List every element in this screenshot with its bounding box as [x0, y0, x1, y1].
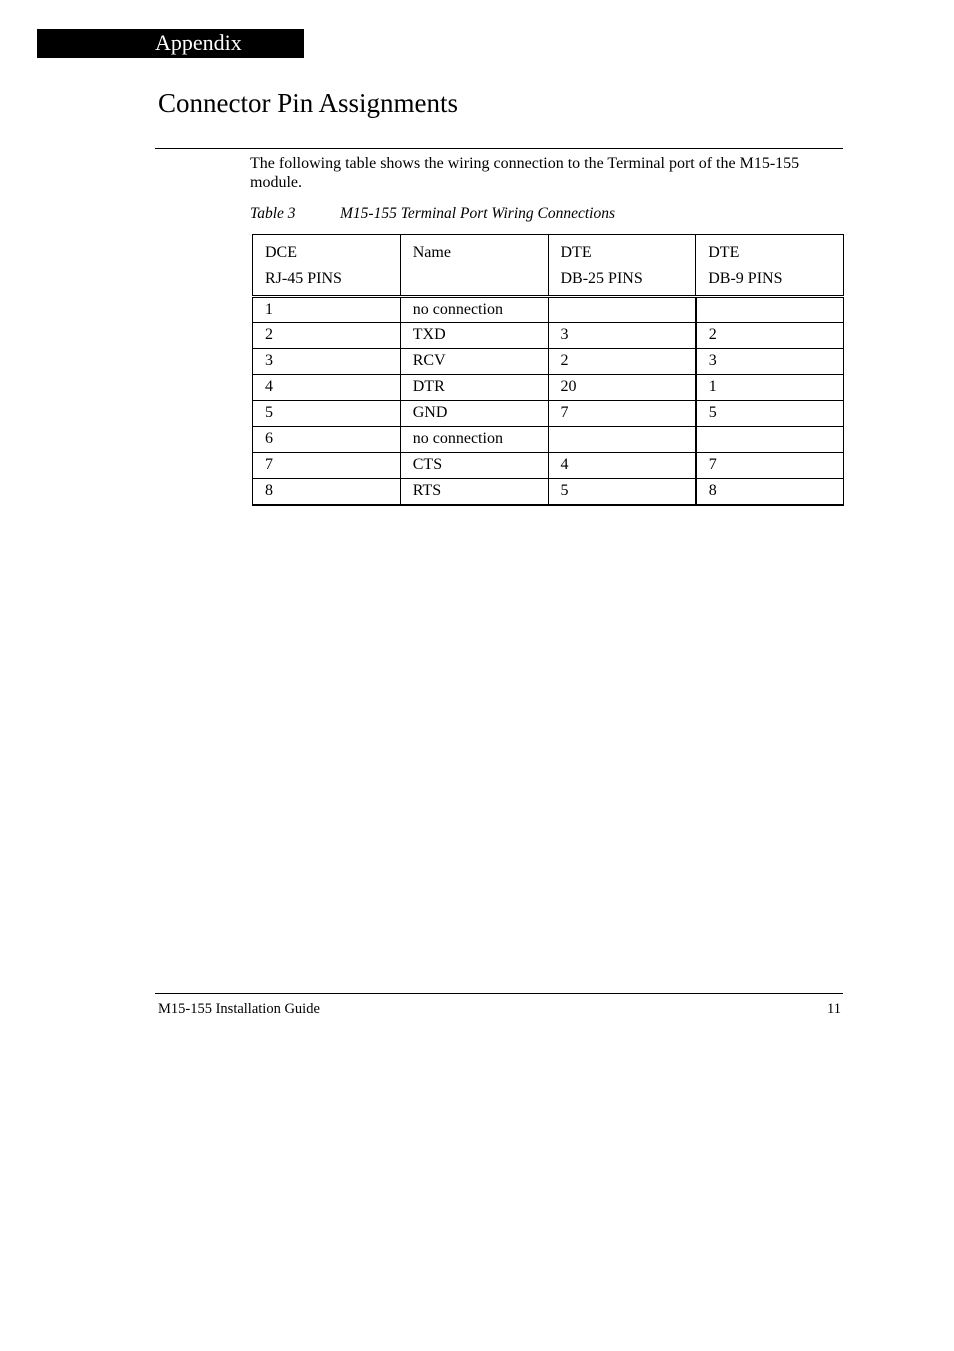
cell-rj45-pin: 2: [253, 323, 401, 349]
section-label: Appendix: [155, 30, 242, 55]
header-cell-line2: DB-25 PINS: [560, 270, 643, 287]
table-caption-number: Table 3: [250, 205, 296, 222]
cell-rj45-pin: 5: [253, 401, 401, 427]
cell-db9-pin: 3: [696, 349, 844, 375]
cell-db25-pin: 20: [548, 375, 696, 401]
cell-signal-name: no connection: [400, 427, 548, 453]
cell-signal-name: CTS: [400, 453, 548, 479]
cell-signal-name: no connection: [400, 297, 548, 323]
header-cell-name: [400, 235, 548, 297]
cell-db9-pin: [696, 297, 844, 323]
cell-db25-pin: [548, 427, 696, 453]
cell-signal-name: GND: [400, 401, 548, 427]
cell-rj45-pin: 8: [253, 479, 401, 505]
footer-divider: [155, 993, 843, 994]
page-number: 11: [827, 1001, 841, 1017]
title-divider: [155, 148, 843, 149]
page-title: Connector Pin Assignments: [158, 88, 459, 118]
section-header-bar: [37, 29, 304, 58]
cell-db9-pin: 2: [696, 323, 844, 349]
pin-assignment-table: [252, 234, 844, 506]
header-cell-line2: RJ-45 PINS: [265, 270, 342, 287]
cell-db9-pin: 8: [696, 479, 844, 505]
cell-db9-pin: 5: [696, 401, 844, 427]
cell-rj45-pin: 3: [253, 349, 401, 375]
header-cell-line1: DTE: [560, 244, 592, 261]
table-row: [253, 453, 844, 479]
cell-db9-pin: 7: [696, 453, 844, 479]
table-row: [253, 297, 844, 323]
cell-rj45-pin: 6: [253, 427, 401, 453]
cell-signal-name: RTS: [400, 479, 548, 505]
intro-paragraph: The following table shows the wiring connection to the Terminal port of the M15-155 module.: [250, 155, 800, 191]
cell-db25-pin: 5: [548, 479, 696, 505]
table-row: [253, 375, 844, 401]
table-row: [253, 349, 844, 375]
cell-db9-pin: 1: [696, 375, 844, 401]
cell-db25-pin: 2: [548, 349, 696, 375]
cell-db9-pin: [696, 427, 844, 453]
header-cell-line1: DCE: [265, 244, 297, 261]
header-cell-line2: DB-9 PINS: [708, 270, 783, 287]
cell-db25-pin: 3: [548, 323, 696, 349]
cell-db25-pin: [548, 297, 696, 323]
header-cell-dce: [253, 235, 401, 297]
table-row: [253, 427, 844, 453]
cell-rj45-pin: 4: [253, 375, 401, 401]
cell-signal-name: DTR: [400, 375, 548, 401]
header-cell-dte-db9: [696, 235, 844, 297]
table-header-row: [253, 235, 844, 297]
table-caption-title: M15-155 Terminal Port Wiring Connections: [340, 205, 615, 222]
cell-rj45-pin: 1: [253, 297, 401, 323]
cell-rj45-pin: 7: [253, 453, 401, 479]
table-row: [253, 479, 844, 505]
table-row: [253, 401, 844, 427]
cell-db25-pin: 4: [548, 453, 696, 479]
header-cell-dte-db25: [548, 235, 696, 297]
footer-document-title: M15-155 Installation Guide: [158, 1001, 320, 1017]
cell-db25-pin: 7: [548, 401, 696, 427]
cell-signal-name: RCV: [400, 349, 548, 375]
header-cell-line1: Name: [412, 244, 451, 261]
header-cell-line1: DTE: [708, 244, 740, 261]
table-row: [253, 323, 844, 349]
cell-signal-name: TXD: [400, 323, 548, 349]
